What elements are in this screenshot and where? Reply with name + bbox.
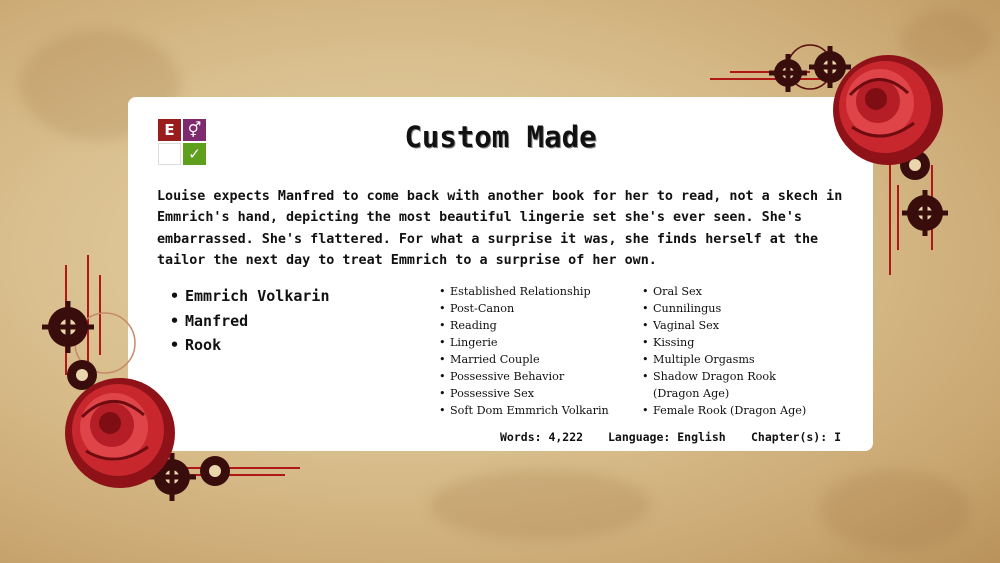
complete-check-icon: ✓ [183, 143, 206, 165]
tag-item: • Possessive Behavior [450, 368, 609, 385]
chapter-count: Chapter(s): I [751, 430, 842, 444]
tag-list-primary [450, 283, 609, 419]
tag-item: • Reading [450, 317, 609, 334]
rose-icon [65, 378, 175, 488]
work-title: Custom Made [404, 120, 597, 154]
rating-explicit-icon: E [158, 119, 181, 141]
character-item: • Manfred [185, 309, 330, 334]
work-summary: Louise expects Manfred to come back with another book for her to read, not a skech in Emmrich's hand, depicting the most beautiful lingerie set she's ever seen. She's embarrassed. She's flattered. For what a surprise it was, she finds herself at the tailor the next day to treat Emmrich to a surprise of her own. [157, 189, 843, 268]
tag-item: • Possessive Sex [450, 385, 609, 402]
character-item: • Emmrich Volkarin [185, 284, 330, 309]
category-fm-icon: ⚥ [183, 119, 206, 141]
rose-icon [833, 55, 943, 165]
tag-item: • Cunnilingus [653, 300, 823, 317]
tag-item: • Established Relationship [450, 283, 609, 300]
word-count: Words: 4,222 [500, 430, 584, 444]
tag-item: • Shadow Dragon Rook (Dragon Age) [653, 368, 823, 402]
tag-item: • Kissing [653, 334, 823, 351]
tag-list-secondary [653, 283, 823, 419]
language: Language: English [608, 430, 726, 444]
character-item: • Rook [185, 333, 330, 358]
tag-item: • Multiple Orgasms [653, 351, 823, 368]
tag-item: • Lingerie [450, 334, 609, 351]
paper-stain [430, 470, 650, 540]
tag-item: • Female Rook (Dragon Age) [653, 402, 823, 419]
rose-gears-decoration-bottom-left [30, 255, 310, 515]
tag-item: • Vaginal Sex [653, 317, 823, 334]
rose-gears-decoration-top-right [700, 35, 970, 295]
tag-item: • Oral Sex [653, 283, 823, 300]
tag-item: • Soft Dom Emmrich Volkarin [450, 402, 609, 419]
tag-item: • Married Couple [450, 351, 609, 368]
paper-stain [820, 470, 970, 550]
tag-item: • Post-Canon [450, 300, 609, 317]
